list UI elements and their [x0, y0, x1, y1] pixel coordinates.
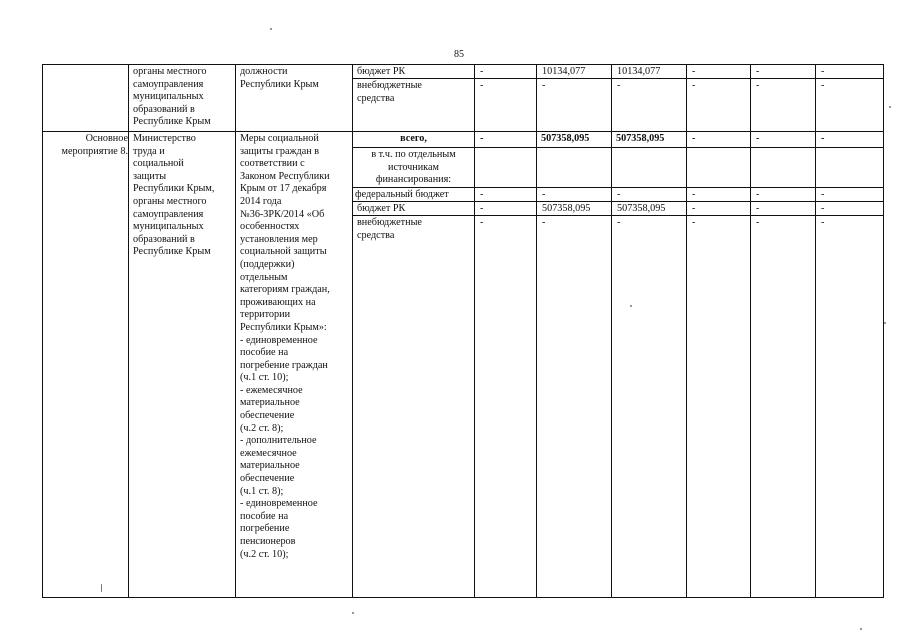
value-cell: -	[542, 80, 546, 91]
value-cell: 507358,095	[617, 203, 666, 214]
value-cell: -	[480, 217, 484, 228]
scan-speck	[889, 106, 891, 108]
value-cell: -	[692, 203, 696, 214]
value-cell: -	[480, 203, 484, 214]
value-cell: -	[756, 80, 760, 91]
value-cell: -	[756, 203, 760, 214]
value-cell: -	[821, 66, 825, 77]
value-cell: -	[480, 189, 484, 200]
including-note: в т.ч. по отдельным источникам финансирования:	[371, 149, 456, 186]
scan-speck	[270, 28, 272, 30]
value-cell: -	[756, 189, 760, 200]
value-cell: -	[756, 217, 760, 228]
scan-speck	[860, 628, 862, 630]
value-cell: 507358,095	[541, 133, 590, 144]
value-cell: -	[480, 66, 484, 77]
value-cell: -	[617, 80, 621, 91]
scan-speck	[101, 584, 102, 592]
value-cell: -	[617, 217, 621, 228]
page-number: 85	[454, 49, 464, 60]
value-cell: -	[480, 133, 484, 144]
value-cell: -	[692, 217, 696, 228]
value-cell: -	[756, 66, 760, 77]
value-cell: 507358,095	[616, 133, 665, 144]
scan-speck	[884, 322, 886, 324]
value-cell: 507358,095	[542, 203, 591, 214]
value-cell: -	[821, 133, 825, 144]
value-cell: -	[821, 80, 825, 91]
source-cell: всего,	[400, 133, 427, 144]
source-cell: внебюджетные средства	[357, 80, 422, 104]
value-cell: -	[480, 80, 484, 91]
scan-speck	[630, 305, 632, 307]
activity-name-cell: Основное мероприятие 8.	[61, 133, 128, 157]
value-cell: -	[542, 217, 546, 228]
value-cell: -	[542, 189, 546, 200]
source-cell: бюджет РК	[357, 66, 406, 77]
value-cell: -	[692, 66, 696, 77]
measure-cell: должности Республики Крым	[240, 66, 319, 90]
value-cell: 10134,077	[617, 66, 661, 77]
value-cell: -	[821, 189, 825, 200]
value-cell: -	[692, 133, 696, 144]
value-cell: -	[692, 80, 696, 91]
source-cell: внебюджетные средства	[357, 217, 422, 241]
value-cell: -	[692, 189, 696, 200]
measure-cell: Меры социальной защиты граждан в соответствии с Законом Республики Крым от 17 декабря 2014 года №36-ЗРК/2014 «Об особенностях установления мер социальной защиты (поддержки) отдельным категориям граждан, проживающих на территории Республики Крым»: - единовременное пособие на погребение граждан (ч.1 ст. 10); - ежемесячное материальное обеспечение (ч.2 ст. 8); - дополнительное ежемесячное материальное обеспечение (ч.1 ст. 8); - единовременное пособие на погребение пенсионеров (ч.2 ст. 10);	[240, 133, 330, 560]
source-cell: бюджет РК	[357, 203, 406, 214]
value-cell: -	[821, 217, 825, 228]
source-cell: федеральный бюджет	[355, 189, 449, 200]
value-cell: 10134,077	[542, 66, 586, 77]
executor-cell: органы местного самоуправления муниципальных образований в Республике Крым	[133, 66, 211, 128]
executor-cell: Министерство труда и социальной защиты Республики Крым, органы местного самоуправления муниципальных образований в Республике Крым	[133, 133, 215, 258]
scan-speck	[352, 612, 354, 614]
value-cell: -	[756, 133, 760, 144]
value-cell: -	[617, 189, 621, 200]
value-cell: -	[821, 203, 825, 214]
